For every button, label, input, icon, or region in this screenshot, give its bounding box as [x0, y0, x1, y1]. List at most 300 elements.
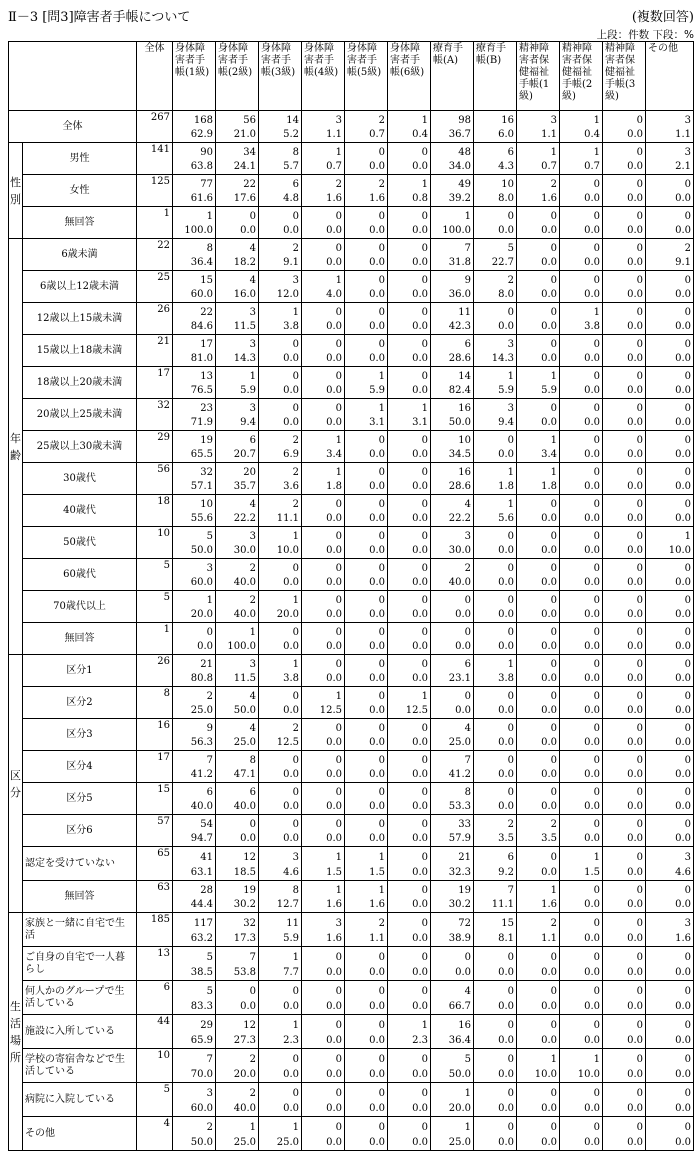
count-cell: 0	[603, 1117, 646, 1134]
percent-cell: 18.2	[216, 255, 259, 271]
count-cell: 4	[431, 981, 474, 998]
percent-cell: 0.0	[603, 255, 646, 271]
table-row	[9, 1117, 694, 1134]
percent-cell: 9.1	[646, 255, 694, 271]
count-cell: 2	[474, 815, 517, 831]
percent-cell: 0.0	[474, 223, 517, 239]
percent-cell: 0.0	[560, 639, 603, 655]
percent-cell: 36.4	[431, 1032, 474, 1049]
percent-cell: 50.0	[173, 1134, 216, 1151]
percent-cell: 0.0	[517, 575, 560, 591]
row-label: 無回答	[23, 881, 137, 913]
percent-cell: 14.3	[216, 351, 259, 367]
count-cell: 1	[517, 463, 560, 479]
percent-cell: 0.0	[259, 1100, 302, 1117]
table-row	[9, 111, 694, 127]
count-cell: 8	[259, 143, 302, 159]
count-cell: 1	[431, 1117, 474, 1134]
count-cell: 10	[173, 495, 216, 511]
count-cell: 6	[216, 783, 259, 799]
row-label: 区分5	[23, 783, 137, 815]
count-cell: 0	[517, 303, 560, 319]
row-label: 50歳代	[23, 527, 137, 559]
percent-cell: 1.6	[302, 191, 345, 207]
count-cell: 0	[560, 431, 603, 447]
table-row	[9, 143, 694, 159]
percent-cell: 83.3	[173, 998, 216, 1015]
count-cell: 2	[517, 913, 560, 930]
percent-cell: 0.0	[560, 511, 603, 527]
row-label: 区分2	[23, 687, 137, 719]
count-cell: 1	[474, 655, 517, 671]
count-cell: 3	[173, 559, 216, 575]
percent-cell: 0.0	[646, 351, 694, 367]
count-cell: 0	[345, 947, 388, 964]
percent-cell: 0.0	[388, 639, 431, 655]
count-cell: 0	[345, 751, 388, 767]
percent-cell: 0.0	[259, 351, 302, 367]
row-total: 10	[137, 527, 173, 559]
percent-cell: 0.0	[517, 735, 560, 751]
percent-cell: 0.0	[259, 639, 302, 655]
count-cell: 0	[517, 751, 560, 767]
count-cell: 0	[388, 335, 431, 351]
percent-cell: 94.7	[173, 831, 216, 847]
count-cell: 0	[302, 335, 345, 351]
percent-cell: 65.5	[173, 447, 216, 463]
percent-cell: 0.0	[560, 998, 603, 1015]
count-cell: 0	[388, 1117, 431, 1134]
percent-cell: 61.6	[173, 191, 216, 207]
percent-cell: 0.0	[560, 415, 603, 431]
percent-cell: 0.0	[302, 255, 345, 271]
unit-note: 上段：件数 下段：%	[596, 29, 694, 41]
percent-cell: 0.0	[560, 767, 603, 783]
percent-cell: 0.0	[603, 864, 646, 881]
percent-cell: 0.0	[603, 319, 646, 335]
count-cell: 3	[646, 143, 694, 159]
percent-cell: 0.0	[302, 799, 345, 815]
count-cell: 1	[302, 687, 345, 703]
count-cell: 0	[345, 559, 388, 575]
count-cell: 5	[474, 239, 517, 255]
percent-cell: 0.0	[603, 607, 646, 623]
count-cell: 11	[259, 913, 302, 930]
count-cell: 0	[302, 559, 345, 575]
percent-cell: 0.0	[474, 639, 517, 655]
count-cell: 8	[259, 881, 302, 897]
percent-cell: 0.0	[345, 735, 388, 751]
percent-cell: 8.0	[474, 287, 517, 303]
count-cell: 22	[216, 175, 259, 191]
count-cell: 0	[345, 591, 388, 607]
table-row	[9, 367, 694, 383]
count-cell: 0	[302, 303, 345, 319]
percent-cell: 0.0	[560, 447, 603, 463]
table-row	[9, 947, 694, 964]
percent-cell: 0.0	[603, 351, 646, 367]
group-label: 年齢	[9, 239, 23, 655]
count-cell: 0	[345, 719, 388, 735]
percent-cell: 0.0	[603, 511, 646, 527]
percent-cell: 0.0	[560, 223, 603, 239]
row-total: 57	[137, 815, 173, 847]
count-cell: 7	[173, 1049, 216, 1066]
count-cell: 2	[517, 815, 560, 831]
count-cell: 0	[259, 815, 302, 831]
table-row	[9, 1015, 694, 1032]
percent-cell: 0.4	[560, 127, 603, 143]
count-cell: 3	[216, 655, 259, 671]
count-cell: 0	[345, 623, 388, 639]
percent-cell: 0.0	[474, 703, 517, 719]
row-total: 8	[137, 687, 173, 719]
percent-cell: 32.3	[431, 864, 474, 881]
count-cell: 0	[388, 1049, 431, 1066]
count-cell: 0	[474, 751, 517, 767]
count-cell: 0	[603, 881, 646, 897]
count-cell: 0	[388, 847, 431, 864]
row-total: 1	[137, 623, 173, 655]
percent-cell: 0.0	[345, 964, 388, 981]
count-cell: 1	[259, 591, 302, 607]
count-cell: 77	[173, 175, 216, 191]
count-cell: 0	[345, 1049, 388, 1066]
count-cell: 0	[646, 175, 694, 191]
count-cell: 0	[259, 367, 302, 383]
count-cell: 0	[646, 463, 694, 479]
percent-cell: 40.0	[173, 799, 216, 815]
count-cell: 0	[603, 783, 646, 799]
row-total: 65	[137, 847, 173, 881]
percent-cell: 2.3	[388, 1032, 431, 1049]
group-label: 性別	[9, 143, 23, 239]
percent-cell: 50.0	[173, 543, 216, 559]
count-cell: 0	[259, 559, 302, 575]
percent-cell: 36.0	[431, 287, 474, 303]
count-cell: 0	[603, 111, 646, 127]
percent-cell: 1.6	[517, 191, 560, 207]
percent-cell: 0.0	[646, 223, 694, 239]
row-total: 44	[137, 1015, 173, 1049]
percent-cell: 0.0	[388, 831, 431, 847]
row-total: 16	[137, 719, 173, 751]
count-cell: 2	[259, 431, 302, 447]
count-cell: 0	[603, 527, 646, 543]
count-cell: 0	[646, 335, 694, 351]
percent-cell: 1.8	[302, 479, 345, 495]
row-total: 26	[137, 655, 173, 687]
percent-cell: 0.0	[603, 735, 646, 751]
count-cell: 1	[216, 1117, 259, 1134]
percent-cell: 0.0	[603, 998, 646, 1015]
percent-cell: 0.0	[517, 607, 560, 623]
percent-cell: 65.9	[173, 1032, 216, 1049]
percent-cell: 0.0	[560, 287, 603, 303]
count-cell: 0	[603, 399, 646, 415]
count-cell: 1	[345, 881, 388, 897]
count-cell: 0	[517, 947, 560, 964]
count-cell: 0	[302, 751, 345, 767]
percent-cell: 0.0	[345, 575, 388, 591]
percent-cell: 0.0	[603, 799, 646, 815]
table-row	[9, 527, 694, 543]
count-cell: 20	[216, 463, 259, 479]
percent-cell: 0.0	[646, 831, 694, 847]
count-cell: 0	[646, 815, 694, 831]
percent-cell: 0.0	[603, 897, 646, 913]
percent-cell: 8.0	[474, 191, 517, 207]
count-cell: 0	[646, 303, 694, 319]
percent-cell: 0.0	[345, 1066, 388, 1083]
percent-cell: 3.6	[259, 479, 302, 495]
count-cell: 0	[388, 913, 431, 930]
count-cell: 0	[560, 399, 603, 415]
count-cell: 0	[646, 655, 694, 671]
count-cell: 0	[474, 207, 517, 223]
count-cell: 9	[173, 719, 216, 735]
percent-cell: 0.0	[302, 607, 345, 623]
count-cell: 6	[431, 655, 474, 671]
percent-cell: 28.6	[431, 479, 474, 495]
percent-cell: 20.0	[431, 1100, 474, 1117]
percent-cell: 0.0	[388, 671, 431, 687]
percent-cell: 0.7	[302, 159, 345, 175]
row-label: 区分3	[23, 719, 137, 751]
page-title: Ⅱ－3 [問3]障害者手帳について	[8, 10, 191, 25]
percent-cell: 0.0	[646, 767, 694, 783]
percent-cell: 21.0	[216, 127, 259, 143]
count-cell: 1	[388, 399, 431, 415]
percent-cell: 1.6	[517, 897, 560, 913]
count-cell: 1	[517, 431, 560, 447]
count-cell: 98	[431, 111, 474, 127]
percent-cell: 82.4	[431, 383, 474, 399]
count-cell: 3	[259, 271, 302, 287]
percent-cell: 0.0	[388, 255, 431, 271]
count-cell: 0	[560, 751, 603, 767]
count-cell: 0	[646, 559, 694, 575]
percent-cell: 0.0	[302, 639, 345, 655]
count-cell: 5	[431, 1049, 474, 1066]
row-label: その他	[23, 1117, 137, 1151]
percent-cell: 12.5	[388, 703, 431, 719]
count-cell: 16	[431, 463, 474, 479]
percent-cell: 0.0	[517, 1100, 560, 1117]
percent-cell: 2.3	[259, 1032, 302, 1049]
percent-cell: 0.0	[302, 543, 345, 559]
percent-cell: 0.0	[646, 319, 694, 335]
percent-cell: 11.5	[216, 319, 259, 335]
count-cell: 3	[173, 1083, 216, 1100]
percent-cell: 0.0	[474, 964, 517, 981]
percent-cell: 0.0	[517, 511, 560, 527]
count-cell: 0	[560, 881, 603, 897]
table-row	[9, 591, 694, 607]
count-cell: 0	[259, 981, 302, 998]
count-cell: 5	[173, 981, 216, 998]
percent-cell: 0.0	[603, 703, 646, 719]
percent-cell: 0.0	[216, 223, 259, 239]
percent-cell: 0.0	[302, 671, 345, 687]
count-cell: 1	[259, 303, 302, 319]
count-cell: 2	[216, 591, 259, 607]
percent-cell: 53.3	[431, 799, 474, 815]
table-row	[9, 981, 694, 998]
percent-cell: 30.2	[431, 897, 474, 913]
count-cell: 0	[603, 687, 646, 703]
percent-cell: 1.1	[345, 930, 388, 947]
count-cell: 6	[173, 783, 216, 799]
row-total: 5	[137, 1083, 173, 1117]
table-row	[9, 881, 694, 897]
count-cell: 0	[517, 495, 560, 511]
column-header: 全体	[137, 42, 173, 111]
row-total: 13	[137, 947, 173, 981]
count-cell: 0	[646, 751, 694, 767]
row-label: 20歳以上25歳未満	[23, 399, 137, 431]
count-cell: 0	[474, 687, 517, 703]
count-cell: 1	[216, 623, 259, 639]
count-cell: 0	[345, 815, 388, 831]
count-cell: 0	[560, 981, 603, 998]
count-cell: 0	[388, 751, 431, 767]
percent-cell: 40.0	[431, 575, 474, 591]
count-cell: 1	[173, 207, 216, 223]
percent-cell: 60.0	[173, 287, 216, 303]
row-label: 無回答	[23, 207, 137, 239]
percent-cell: 0.0	[646, 383, 694, 399]
percent-cell: 0.0	[603, 1100, 646, 1117]
row-total: 25	[137, 271, 173, 303]
percent-cell: 0.0	[302, 415, 345, 431]
count-cell: 0	[173, 623, 216, 639]
count-cell: 0	[259, 783, 302, 799]
row-label: 全体	[9, 111, 137, 143]
count-cell: 0	[560, 335, 603, 351]
count-cell: 1	[560, 111, 603, 127]
row-total: 29	[137, 431, 173, 463]
count-cell: 0	[517, 783, 560, 799]
percent-cell: 0.0	[388, 223, 431, 239]
percent-cell: 0.0	[388, 735, 431, 751]
percent-cell: 0.0	[646, 735, 694, 751]
percent-cell: 0.0	[302, 1032, 345, 1049]
count-cell: 3	[302, 111, 345, 127]
count-cell: 0	[517, 591, 560, 607]
count-cell: 1	[474, 367, 517, 383]
count-cell: 0	[646, 1049, 694, 1066]
count-cell: 0	[603, 559, 646, 575]
percent-cell: 0.0	[517, 255, 560, 271]
percent-cell: 5.7	[259, 159, 302, 175]
percent-cell: 0.0	[517, 223, 560, 239]
percent-cell: 0.0	[646, 703, 694, 719]
row-label: 男性	[23, 143, 137, 175]
percent-cell: 4.6	[646, 864, 694, 881]
percent-cell: 0.0	[517, 964, 560, 981]
percent-cell: 0.0	[345, 1032, 388, 1049]
count-cell: 0	[388, 495, 431, 511]
percent-cell: 0.0	[259, 831, 302, 847]
table-row	[9, 623, 694, 639]
percent-cell: 53.8	[216, 964, 259, 981]
count-cell: 90	[173, 143, 216, 159]
count-cell: 0	[646, 1015, 694, 1032]
count-cell: 0	[345, 1015, 388, 1032]
percent-cell: 0.0	[474, 607, 517, 623]
percent-cell: 1.6	[302, 897, 345, 913]
count-cell: 0	[388, 463, 431, 479]
percent-cell: 0.0	[388, 319, 431, 335]
count-cell: 12	[216, 1015, 259, 1032]
percent-cell: 0.0	[517, 998, 560, 1015]
percent-cell: 0.0	[517, 1134, 560, 1151]
count-cell: 0	[345, 335, 388, 351]
disability-handbook-table	[8, 41, 694, 1151]
count-cell: 0	[302, 623, 345, 639]
count-cell: 0	[388, 143, 431, 159]
table-row	[9, 815, 694, 831]
count-cell: 19	[173, 431, 216, 447]
count-cell: 4	[216, 271, 259, 287]
percent-cell: 60.0	[173, 575, 216, 591]
percent-cell: 20.0	[259, 607, 302, 623]
count-cell: 0	[345, 431, 388, 447]
count-cell: 0	[603, 495, 646, 511]
count-cell: 16	[474, 111, 517, 127]
percent-cell: 0.7	[560, 159, 603, 175]
count-cell: 4	[216, 687, 259, 703]
row-label: 25歳以上30歳未満	[23, 431, 137, 463]
row-total: 63	[137, 881, 173, 913]
percent-cell: 47.1	[216, 767, 259, 783]
table-row	[9, 913, 694, 930]
percent-cell: 3.8	[560, 319, 603, 335]
count-cell: 0	[646, 623, 694, 639]
percent-cell: 3.5	[517, 831, 560, 847]
count-cell: 1	[560, 847, 603, 864]
percent-cell: 34.0	[431, 159, 474, 175]
row-total: 26	[137, 303, 173, 335]
row-total: 22	[137, 239, 173, 271]
table-row	[9, 399, 694, 415]
count-cell: 0	[603, 463, 646, 479]
percent-cell: 0.0	[603, 159, 646, 175]
percent-cell: 0.0	[517, 1032, 560, 1049]
column-header: その他	[646, 42, 694, 111]
percent-cell: 0.0	[560, 607, 603, 623]
percent-cell: 40.0	[216, 575, 259, 591]
percent-cell: 7.7	[259, 964, 302, 981]
percent-cell: 36.7	[431, 127, 474, 143]
count-cell: 33	[431, 815, 474, 831]
percent-cell: 0.0	[603, 447, 646, 463]
percent-cell: 28.6	[431, 351, 474, 367]
count-cell: 0	[517, 239, 560, 255]
count-cell: 28	[173, 881, 216, 897]
percent-cell: 10.0	[560, 1066, 603, 1083]
count-cell: 23	[173, 399, 216, 415]
table-row	[9, 847, 694, 864]
table-row	[9, 559, 694, 575]
percent-cell: 3.8	[259, 671, 302, 687]
count-cell: 0	[560, 783, 603, 799]
count-cell: 0	[646, 495, 694, 511]
column-header: 身体障害者手帳(5級)	[345, 42, 388, 111]
percent-cell: 56.3	[173, 735, 216, 751]
count-cell: 2	[474, 271, 517, 287]
